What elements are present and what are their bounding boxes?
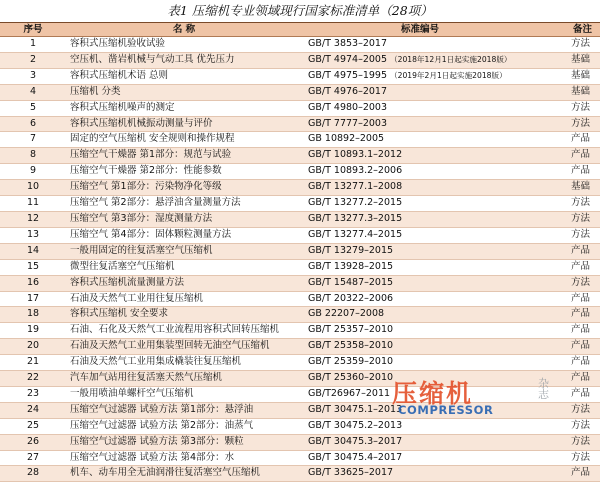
- cell-number: 1: [0, 37, 66, 53]
- table-row: [0, 164, 600, 180]
- standard-code-text: GB/T 33625–2017: [308, 467, 394, 479]
- cell-number: 23: [0, 386, 66, 402]
- cell-number: 24: [0, 402, 66, 418]
- standard-code-text: GB/T 10893.2–2006: [308, 165, 403, 177]
- cell-name: 石油及天然气工业用集成橇装往复压缩机: [66, 355, 302, 371]
- table-row: [0, 386, 600, 402]
- table-caption: 表1 压缩机专业领域现行国家标准清单（28项）: [167, 3, 433, 18]
- cell-note: 方法: [538, 116, 600, 132]
- cell-name: 石油及天然气工业用集装型回转无油空气压缩机: [66, 339, 302, 355]
- watermark-logo-cn: 压缩机: [392, 379, 474, 408]
- cell-number: 27: [0, 450, 66, 466]
- table-body: [0, 37, 600, 482]
- table-row: [0, 132, 600, 148]
- cell-number: 7: [0, 132, 66, 148]
- cell-standard-code: [302, 52, 538, 68]
- standard-code-text: GB/T 4975–1995: [308, 69, 388, 81]
- cell-standard-code: [302, 68, 538, 84]
- standard-code-text: GB/T 30475.3–2017: [308, 435, 403, 447]
- cell-standard-code: [302, 148, 538, 164]
- cell-note: 方法: [538, 227, 600, 243]
- standard-code-text: GB/T 13277.4–2015: [308, 228, 403, 240]
- cell-standard-code: [302, 418, 538, 434]
- cell-standard-code: [302, 211, 538, 227]
- table-row: [0, 243, 600, 259]
- cell-note: 方法: [538, 402, 600, 418]
- cell-note: 基础: [538, 84, 600, 100]
- header-note: 备注: [538, 23, 600, 37]
- cell-standard-code: [302, 180, 538, 196]
- standard-code-text: GB/T 7777–2003: [308, 117, 388, 129]
- cell-standard-code: [302, 339, 538, 355]
- standard-code-text: GB/T 25359–2010: [308, 356, 394, 368]
- cell-name: 容积式压缩机机械振动测量与评价: [66, 116, 302, 132]
- cell-name: 汽车加气站用往复活塞天然气压缩机: [66, 371, 302, 387]
- standard-code-text: GB/T 30475.1–2013: [308, 403, 403, 415]
- cell-name: 压缩空气过滤器 试验方法 第1部分：悬浮油: [66, 402, 302, 418]
- cell-number: 3: [0, 68, 66, 84]
- standard-code-text: GB/T 13277.2–2015: [308, 197, 403, 209]
- cell-name: 石油、石化及天然气工业流程用容积式回转压缩机: [66, 323, 302, 339]
- standard-code-text: GB/T 30475.4–2017: [308, 451, 403, 463]
- standard-code-text: GB/T 3853–2017: [308, 38, 388, 49]
- table-row: [0, 339, 600, 355]
- cell-name: 微型往复活塞空气压缩机: [66, 259, 302, 275]
- cell-standard-code: [302, 434, 538, 450]
- cell-name: 压缩空气过滤器 试验方法 第3部分：颗粒: [66, 434, 302, 450]
- table-row: [0, 52, 600, 68]
- standard-code-text: GB/T 20322–2006: [308, 292, 394, 304]
- cell-standard-code: [302, 323, 538, 339]
- cell-name: 压缩空气 第2部分：悬浮油含量测量方法: [66, 196, 302, 212]
- cell-note: 方法: [538, 418, 600, 434]
- table-row: [0, 291, 600, 307]
- table-row: [0, 84, 600, 100]
- standard-code-text: GB/T 10893.1–2012: [308, 149, 403, 161]
- table-row: [0, 434, 600, 450]
- cell-note: 方法: [538, 196, 600, 212]
- table-row: [0, 402, 600, 418]
- standard-code-text: GB/T 13928–2015: [308, 260, 394, 272]
- cell-standard-code: [302, 291, 538, 307]
- cell-number: 21: [0, 355, 66, 371]
- watermark-logo-en: COMPRESSOR: [398, 403, 494, 417]
- cell-standard-code: [302, 307, 538, 323]
- table-row: [0, 355, 600, 371]
- cell-standard-code: [302, 227, 538, 243]
- cell-number: 2: [0, 52, 66, 68]
- table-row: [0, 466, 600, 482]
- cell-name: 压缩空气 第4部分：固体颗粒测量方法: [66, 227, 302, 243]
- cell-number: 6: [0, 116, 66, 132]
- table-row: [0, 68, 600, 84]
- table-row: [0, 116, 600, 132]
- cell-name: 一般用固定的往复活塞空气压缩机: [66, 243, 302, 259]
- cell-name: 机车、动车用全无油润滑往复活塞空气压缩机: [66, 466, 302, 482]
- table-row: [0, 148, 600, 164]
- cell-note: 产品: [538, 323, 600, 339]
- cell-note: 方法: [538, 450, 600, 466]
- cell-number: 5: [0, 100, 66, 116]
- standard-code-text: GB/T 25360–2010: [308, 372, 394, 384]
- cell-note: 产品: [538, 259, 600, 275]
- cell-standard-code: [302, 196, 538, 212]
- cell-standard-code: [302, 100, 538, 116]
- table-row: [0, 450, 600, 466]
- table-row: [0, 196, 600, 212]
- standard-annotation: （2018年12月1日起实施2018版）: [390, 54, 512, 64]
- cell-note: 方法: [538, 275, 600, 291]
- cell-name: 容积式压缩机流量测量方法: [66, 275, 302, 291]
- standard-code-text: GB/T 13277.3–2015: [308, 212, 403, 224]
- cell-standard-code: [302, 386, 538, 402]
- cell-note: 产品: [538, 386, 600, 402]
- cell-standard-code: [302, 164, 538, 180]
- cell-standard-code: [302, 355, 538, 371]
- cell-note: 方法: [538, 37, 600, 53]
- table-row: [0, 275, 600, 291]
- cell-note: 基础: [538, 52, 600, 68]
- cell-name: 一般用喷油单螺杆空气压缩机: [66, 386, 302, 402]
- standard-code-text: GB/T 25358–2010: [308, 340, 394, 352]
- cell-name: 压缩空气 第1部分：污染物净化等级: [66, 180, 302, 196]
- table-row: [0, 180, 600, 196]
- cell-number: 11: [0, 196, 66, 212]
- cell-number: 14: [0, 243, 66, 259]
- cell-standard-code: [302, 402, 538, 418]
- cell-name: 容积式压缩机噪声的测定: [66, 100, 302, 116]
- cell-note: 产品: [538, 355, 600, 371]
- table-row: [0, 323, 600, 339]
- cell-note: 基础: [538, 68, 600, 84]
- cell-name: 压缩空气干燥器 第2部分：性能参数: [66, 164, 302, 180]
- cell-name: 容积式压缩机术语 总则: [66, 68, 302, 84]
- cell-note: 产品: [538, 339, 600, 355]
- cell-number: 20: [0, 339, 66, 355]
- cell-number: 19: [0, 323, 66, 339]
- standard-code-text: GB/T 13279–2015: [308, 244, 394, 256]
- cell-number: 4: [0, 84, 66, 100]
- cell-number: 9: [0, 164, 66, 180]
- header-name: 名 称: [66, 23, 302, 37]
- cell-note: 产品: [538, 148, 600, 164]
- table-row: [0, 211, 600, 227]
- cell-name: 空压机、凿岩机械与气动工具 优先压力: [66, 52, 302, 68]
- header-row: [0, 23, 600, 37]
- cell-standard-code: [302, 37, 538, 53]
- table-row: [0, 37, 600, 53]
- cell-note: 方法: [538, 211, 600, 227]
- table-row: [0, 100, 600, 116]
- cell-number: 25: [0, 418, 66, 434]
- standard-code-text: GB/T 15487–2015: [308, 276, 394, 288]
- table-row: [0, 227, 600, 243]
- cell-name: 压缩空气干燥器 第1部分：规范与试验: [66, 148, 302, 164]
- standard-code-text: GB/T26967–2011: [308, 387, 391, 399]
- standard-code-text: GB/T 13277.1–2008: [308, 181, 403, 193]
- cell-standard-code: [302, 132, 538, 148]
- standard-code-text: GB/T 4976–2017: [308, 85, 388, 97]
- cell-note: 基础: [538, 180, 600, 196]
- cell-name: 压缩空气 第3部分：湿度测量方法: [66, 211, 302, 227]
- cell-number: 22: [0, 371, 66, 387]
- cell-note: 产品: [538, 307, 600, 323]
- cell-standard-code: [302, 243, 538, 259]
- cell-name: 压缩空气过滤器 试验方法 第4部分：水: [66, 450, 302, 466]
- cell-standard-code: [302, 371, 538, 387]
- cell-note: 产品: [538, 371, 600, 387]
- table-header: [0, 23, 600, 37]
- cell-note: 产品: [538, 243, 600, 259]
- cell-number: 10: [0, 180, 66, 196]
- header-no: 序号: [0, 23, 66, 37]
- standard-code-text: GB/T 30475.2–2013: [308, 419, 403, 431]
- cell-standard-code: [302, 259, 538, 275]
- header-standard: 标准编号: [302, 23, 538, 37]
- cell-standard-code: [302, 84, 538, 100]
- cell-number: 18: [0, 307, 66, 323]
- standard-code-text: GB 10892–2005: [308, 133, 385, 145]
- cell-number: 8: [0, 148, 66, 164]
- standard-code-text: GB/T 25357–2010: [308, 324, 394, 336]
- watermark-magazine-label: 杂志: [538, 377, 549, 401]
- cell-number: 16: [0, 275, 66, 291]
- cell-number: 15: [0, 259, 66, 275]
- standard-code-text: GB 22207–2008: [308, 308, 385, 320]
- cell-name: 容积式压缩机验收试验: [66, 37, 302, 53]
- cell-number: 26: [0, 434, 66, 450]
- cell-number: 12: [0, 211, 66, 227]
- cell-note: 产品: [538, 132, 600, 148]
- cell-name: 固定的空气压缩机 安全规则和操作规程: [66, 132, 302, 148]
- cell-number: 13: [0, 227, 66, 243]
- standard-code-text: GB/T 4974–2005: [308, 53, 388, 65]
- cell-note: 产品: [538, 291, 600, 307]
- standard-code-text: GB/T 4980–2003: [308, 101, 388, 113]
- cell-note: 方法: [538, 434, 600, 450]
- cell-standard-code: [302, 275, 538, 291]
- cell-standard-code: [302, 466, 538, 482]
- table-row: [0, 259, 600, 275]
- cell-standard-code: [302, 450, 538, 466]
- cell-note: 产品: [538, 466, 600, 482]
- cell-name: 压缩机 分类: [66, 84, 302, 100]
- cell-standard-code: [302, 116, 538, 132]
- cell-name: 压缩空气过滤器 试验方法 第2部分：油蒸气: [66, 418, 302, 434]
- standard-annotation: （2019年2月1日起实施2018版）: [390, 70, 507, 80]
- table-row: [0, 307, 600, 323]
- cell-number: 17: [0, 291, 66, 307]
- table-row: [0, 371, 600, 387]
- standards-table: [0, 22, 600, 482]
- cell-note: 产品: [538, 164, 600, 180]
- cell-number: 28: [0, 466, 66, 482]
- cell-name: 容积式压缩机 安全要求: [66, 307, 302, 323]
- cell-name: 石油及天然气工业用往复压缩机: [66, 291, 302, 307]
- table-row: [0, 418, 600, 434]
- cell-note: 方法: [538, 100, 600, 116]
